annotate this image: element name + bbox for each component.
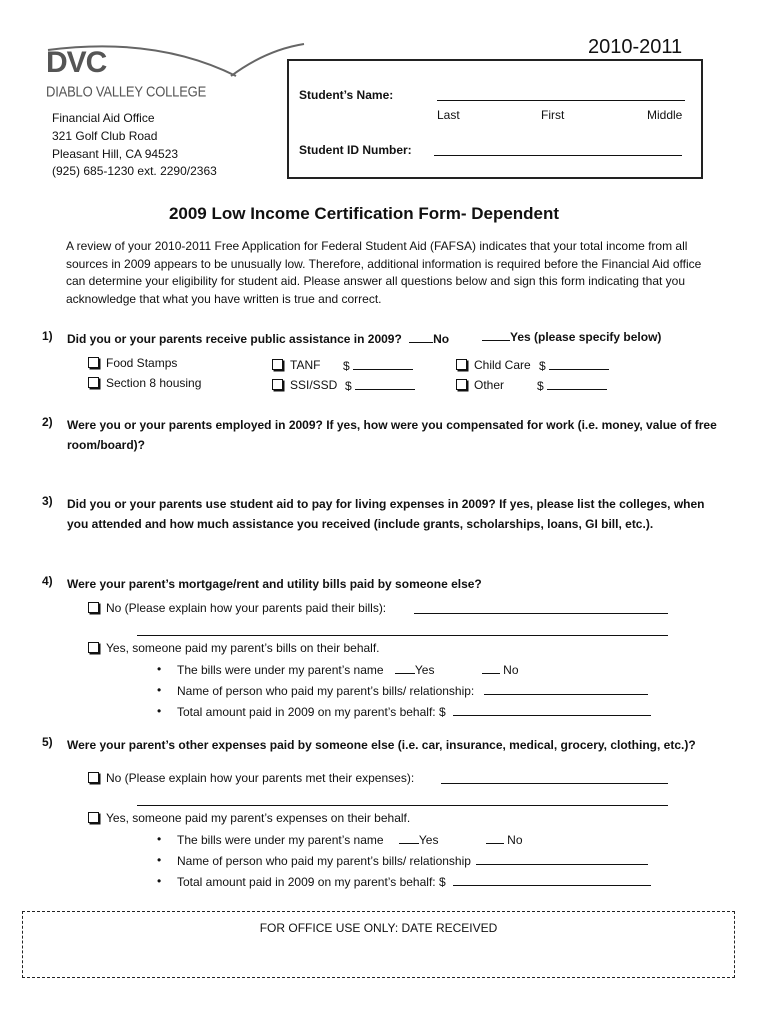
q4-bullet-1	[177, 662, 519, 677]
relationship-blank[interactable]	[476, 853, 648, 865]
question-3-text: Did you or your parents use student aid to pay for living expenses in 2009? If yes, please list the colleges, when you attended and how much assistance you received (include grants, scholarships, loans, GI bill, etc.).	[67, 497, 705, 531]
question-2-text: Were you or your parents employed in 2009? If yes, how were you compensated for work (i.e. money, value of free room/board)?	[67, 418, 717, 452]
q5-explain-line-1[interactable]	[441, 772, 668, 784]
checkbox-icon[interactable]	[272, 379, 283, 390]
checkbox-icon[interactable]	[88, 642, 99, 653]
student-name-field[interactable]	[437, 89, 685, 101]
amount-blank[interactable]	[549, 358, 609, 370]
no-label: No	[503, 663, 519, 677]
name-sublabel-middle: Middle	[647, 108, 683, 122]
office-use-box	[22, 911, 735, 978]
q4-no-option[interactable]	[88, 601, 386, 615]
option-label: TANF	[290, 358, 321, 372]
question-4-number: 4)	[42, 574, 53, 588]
q5-explain-line-2[interactable]	[137, 794, 668, 806]
option-label: SSI/SSD	[290, 378, 338, 392]
bullet-text: Total amount paid in 2009 on my parent’s behalf: $	[177, 705, 446, 719]
child-care-amount[interactable]	[539, 358, 609, 373]
name-sublabel-last: Last	[437, 108, 460, 122]
form-year: 2010-2011	[588, 36, 683, 58]
question-1-text: Did you or your parents receive public assistance in 2009?	[67, 332, 402, 346]
office-address-line-1: Financial Aid Office	[52, 111, 155, 125]
checkbox-icon[interactable]	[88, 602, 99, 613]
dollar-sign: $	[343, 359, 350, 373]
option-tanf[interactable]	[272, 358, 320, 372]
no-label: No	[507, 833, 523, 847]
yes-blank[interactable]	[395, 662, 415, 674]
option-label: Food Stamps	[106, 356, 178, 370]
q5-bullet-1	[177, 832, 523, 847]
q5-yes-option[interactable]	[88, 811, 410, 825]
q4-explain-line-2[interactable]	[137, 624, 668, 636]
amount-blank[interactable]	[547, 378, 607, 390]
tanf-amount[interactable]	[343, 358, 413, 373]
checkbox-icon[interactable]	[456, 359, 467, 370]
q5-no-option[interactable]	[88, 771, 414, 785]
bullet-text: The bills were under my parent’s name	[177, 833, 384, 847]
q4-yes-option[interactable]	[88, 641, 380, 655]
bullet-text: The bills were under my parent’s name	[177, 663, 384, 677]
office-address-line-4: (925) 685-1230 ext. 2290/2363	[52, 164, 217, 178]
checkbox-icon[interactable]	[88, 357, 99, 368]
q4-bullet-3	[177, 704, 651, 719]
q5-no-option-label: No (Please explain how your parents met their expenses):	[106, 771, 415, 785]
ssi-amount[interactable]	[345, 378, 415, 393]
dvc-logo	[46, 40, 306, 110]
q5-bullet-2	[177, 853, 648, 868]
yes-blank[interactable]	[399, 832, 419, 844]
name-sublabel-first: First	[541, 108, 565, 122]
student-id-field[interactable]	[434, 144, 682, 156]
no-blank[interactable]	[482, 662, 500, 674]
question-5-number: 5)	[42, 735, 53, 749]
option-label: Other	[474, 378, 505, 392]
dollar-sign: $	[539, 359, 546, 373]
option-ssi-ssd[interactable]	[272, 378, 337, 392]
dollar-sign: $	[345, 379, 352, 393]
other-amount[interactable]	[537, 378, 607, 393]
option-other[interactable]	[456, 378, 504, 392]
no-blank[interactable]	[486, 832, 504, 844]
office-address-line-2: 321 Golf Club Road	[52, 129, 158, 143]
dollar-sign: $	[537, 379, 544, 393]
question-1-number: 1)	[42, 329, 53, 343]
yes-label: Yes	[414, 663, 435, 677]
question-2-number: 2)	[42, 415, 53, 429]
question-5-text: Were your parent’s other expenses paid by someone else (i.e. car, insurance, medical, grocery, clothing, etc.)?	[67, 738, 696, 752]
q4-bullet-2	[177, 683, 648, 698]
student-name-label: Student’s Name:	[299, 88, 394, 102]
q5-bullet-3	[177, 874, 651, 889]
question-3-number: 3)	[42, 494, 53, 508]
option-section-8[interactable]	[88, 376, 201, 390]
amount-blank[interactable]	[355, 378, 415, 390]
bullet-text: Total amount paid in 2009 on my parent’s behalf: $	[177, 875, 446, 889]
checkbox-icon[interactable]	[88, 377, 99, 388]
college-name: DIABLO VALLEY COLLEGE	[46, 82, 207, 101]
q4-yes-option-label: Yes, someone paid my parent’s bills on their behalf.	[106, 641, 380, 655]
amount-blank[interactable]	[453, 874, 651, 886]
q4-no-option-label: No (Please explain how your parents paid their bills):	[106, 601, 387, 615]
bullet-text: Name of person who paid my parent’s bills/ relationship:	[177, 684, 475, 698]
amount-blank[interactable]	[353, 358, 413, 370]
bullet-text: Name of person who paid my parent’s bills/ relationship	[177, 854, 471, 868]
relationship-blank[interactable]	[484, 683, 648, 695]
office-use-label: FOR OFFICE USE ONLY: DATE RECEIVED	[259, 921, 498, 935]
checkbox-icon[interactable]	[88, 812, 99, 823]
yes-label: Yes	[418, 833, 439, 847]
q5-yes-option-label: Yes, someone paid my parent’s expenses on their behalf.	[106, 811, 411, 825]
option-food-stamps[interactable]	[88, 356, 177, 370]
checkbox-icon[interactable]	[456, 379, 467, 390]
q1-yes-label: Yes (please specify below)	[510, 330, 662, 344]
college-abbr: DVC	[46, 46, 107, 79]
intro-paragraph: A review of your 2010-2011 Free Application for Federal Student Aid (FAFSA) indicates that your total income from all sources in 2009 appears to be unusually low. Therefore, additional information is required before the Financial Aid office can determine your eligibility for student aid. Please answer all questions below and sign this form indicating that you acknowledge that what you have written is true and correct.	[66, 239, 702, 306]
office-address-line-3: Pleasant Hill, CA 94523	[52, 147, 179, 161]
q1-yes-blank[interactable]	[482, 329, 510, 341]
question-4-text: Were your parent’s mortgage/rent and utility bills paid by someone else?	[67, 577, 482, 591]
option-label: Child Care	[474, 358, 531, 372]
q1-no-label: No	[433, 332, 450, 346]
option-label: Section 8 housing	[106, 376, 202, 390]
student-id-label: Student ID Number:	[299, 143, 412, 157]
q1-no-blank[interactable]	[409, 331, 433, 343]
logo-swoosh-icon	[46, 40, 306, 90]
checkbox-icon[interactable]	[88, 772, 99, 783]
student-info-box	[287, 59, 703, 179]
amount-blank[interactable]	[453, 704, 651, 716]
option-child-care[interactable]	[456, 358, 531, 372]
q4-explain-line-1[interactable]	[414, 602, 668, 614]
form-title: 2009 Low Income Certification Form- Dependent	[168, 204, 560, 223]
checkbox-icon[interactable]	[272, 359, 283, 370]
